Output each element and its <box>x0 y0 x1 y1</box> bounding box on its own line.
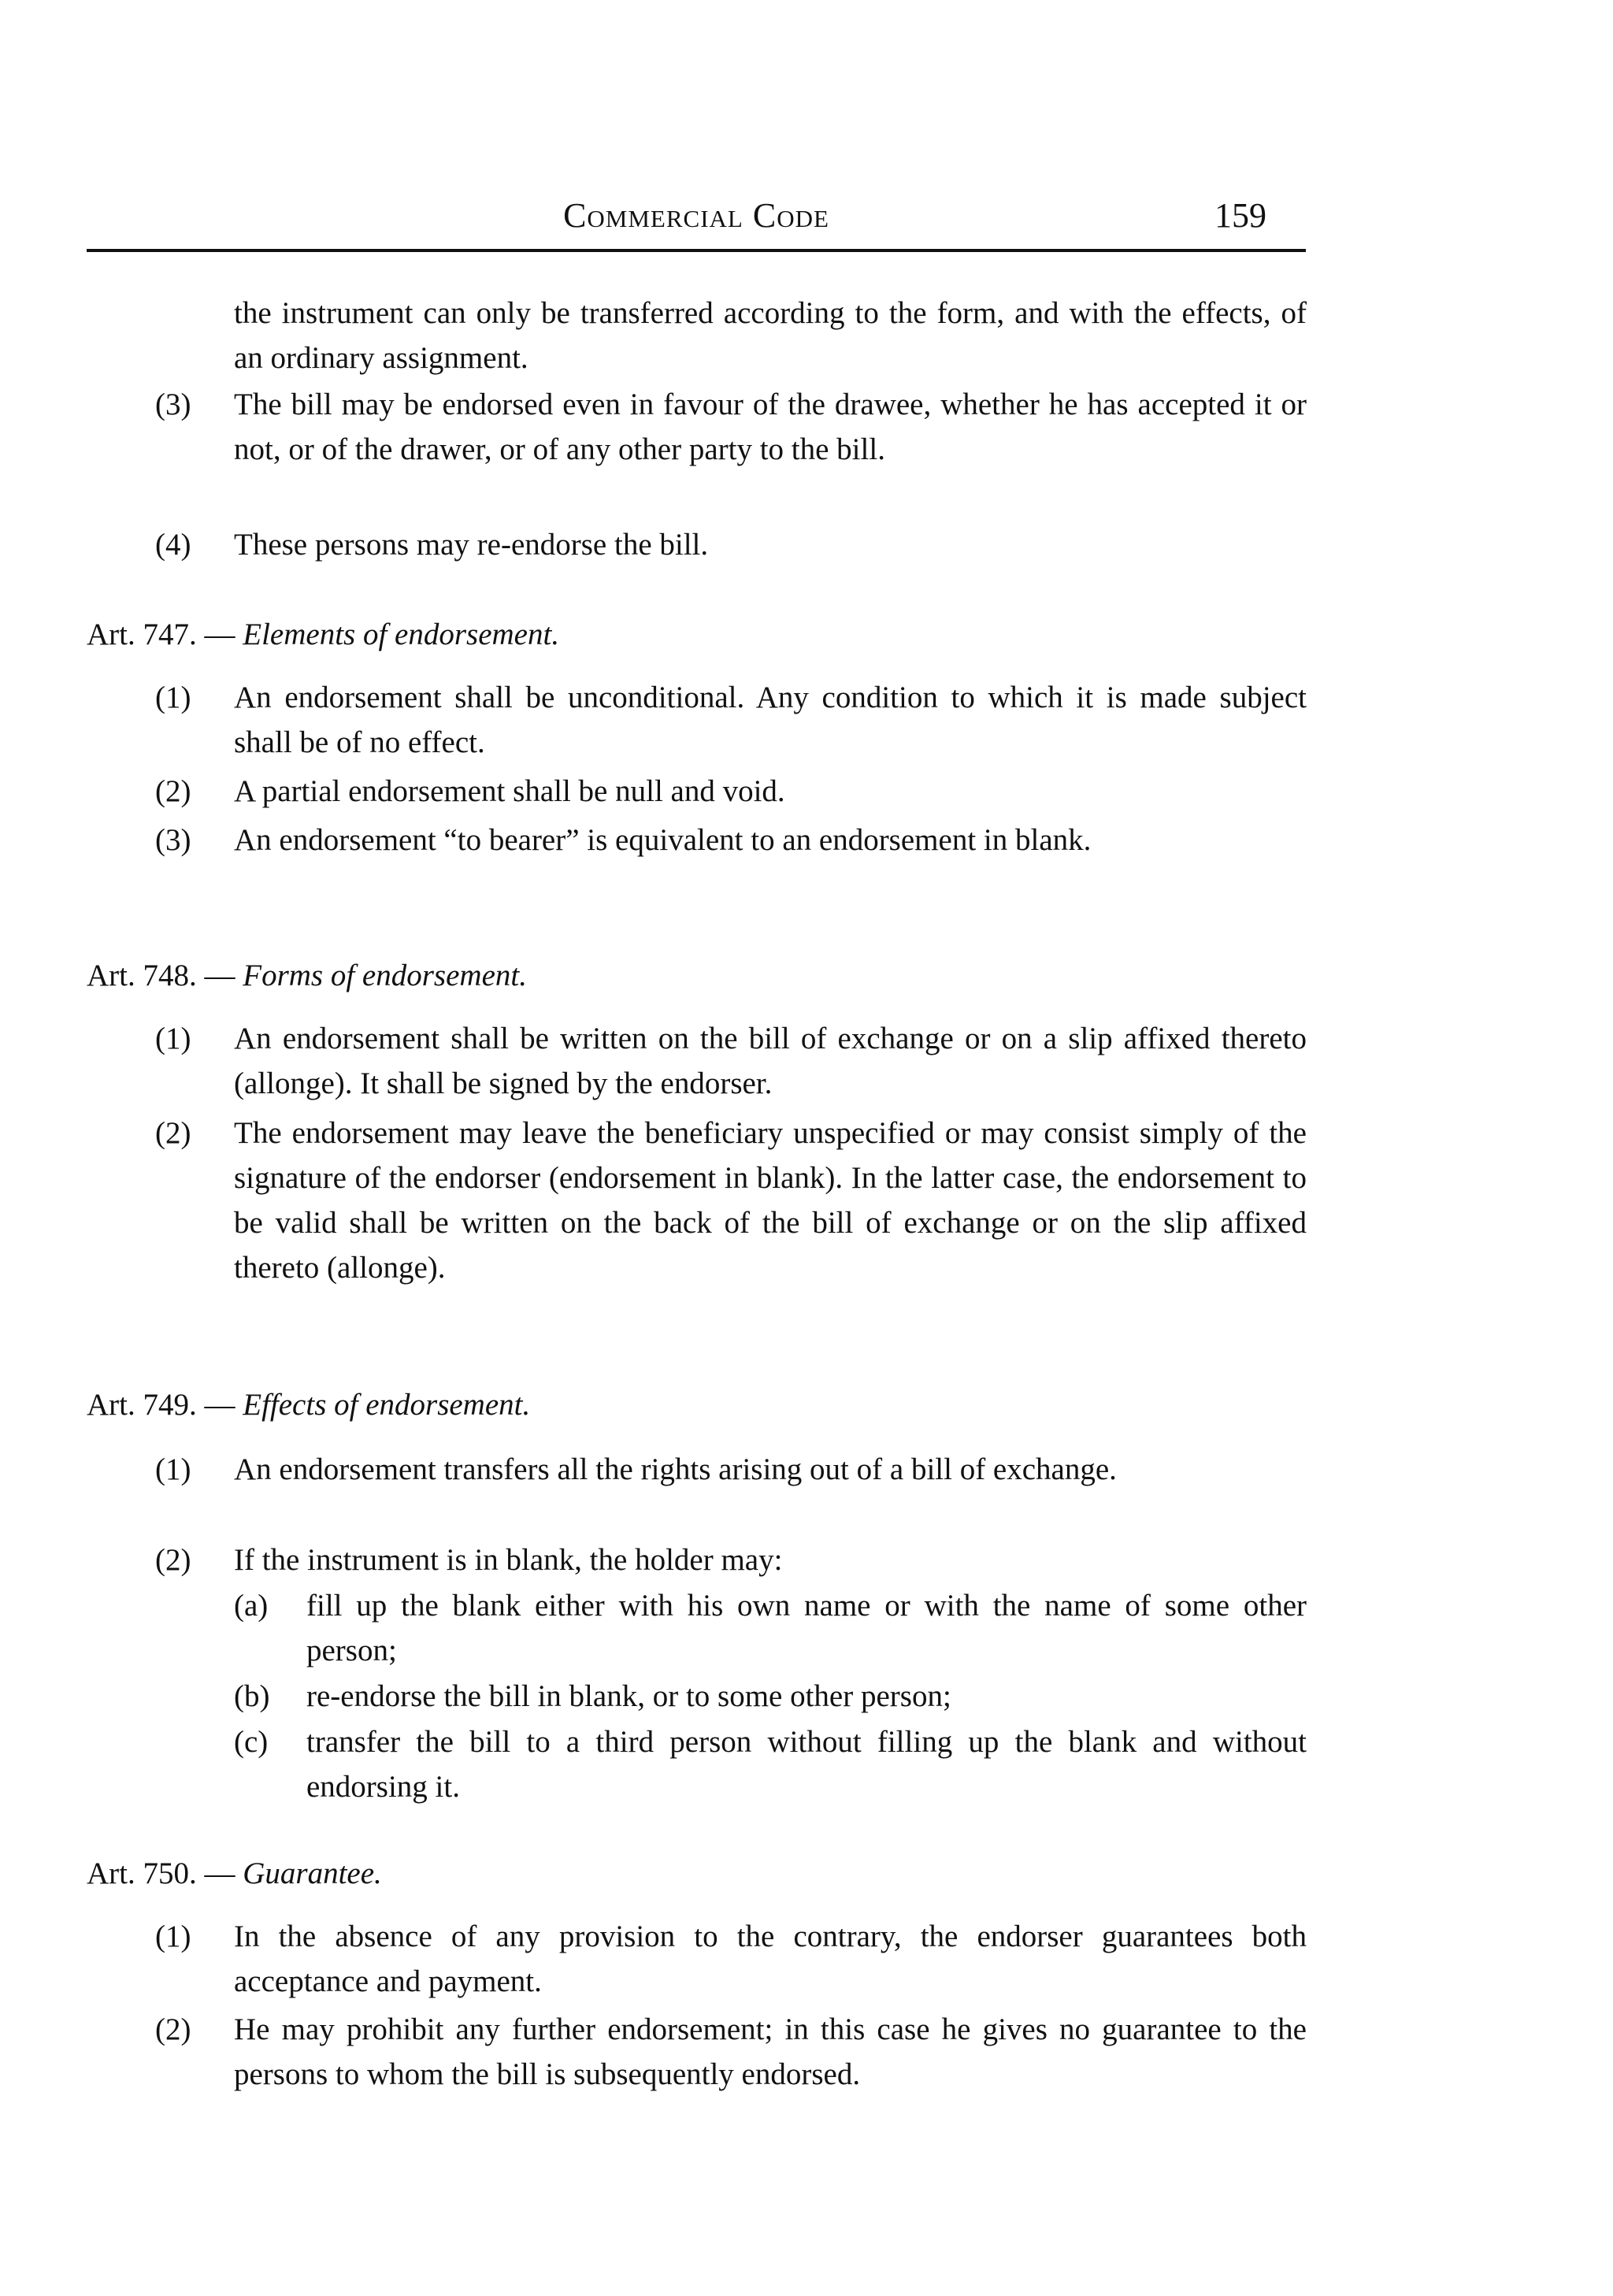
paragraph-text: In the absence of any provision to the contrary, the endorser guarantees both acceptance and payment. <box>234 1920 1307 1998</box>
subparagraph <box>234 1674 1307 1719</box>
paragraph-text: The endorsement may leave the beneficiary unspecified or may consist simply of the signature of the endorser (endorsement in blank). In the latter case, the endorsement to be valid shall be written on the back of the bill of exchange or on the slip affixed thereto (allonge). <box>234 1116 1307 1285</box>
paragraph <box>155 382 1307 472</box>
paragraph-text: An endorsement “to bearer” is equivalent to an endorsement in blank. <box>234 823 1092 857</box>
paragraph <box>155 1537 1307 1582</box>
paragraph-number: (1) <box>155 1452 191 1486</box>
article-heading <box>87 953 1306 998</box>
running-header-title: Commercial Code <box>563 196 829 235</box>
paragraph <box>155 1914 1307 2004</box>
article-heading <box>87 1851 1306 1896</box>
paragraph-number: (2) <box>155 2012 191 2046</box>
paragraph <box>155 1016 1307 1106</box>
paragraph-number: (4) <box>155 528 191 562</box>
article-title: Effects of endorsement. <box>243 1388 531 1422</box>
paragraph-text: These persons may re-endorse the bill. <box>234 528 709 562</box>
article-title: Forms of endorsement. <box>243 959 527 992</box>
subparagraph <box>234 1583 1307 1673</box>
paragraph-number: (2) <box>155 774 191 808</box>
paragraph <box>155 2007 1307 2097</box>
subparagraph-letter: (c) <box>234 1725 269 1759</box>
paragraph-text: If the instrument is in blank, the holder may: <box>234 1543 783 1577</box>
subparagraph-text: transfer the bill to a third person without filling up the blank and without endorsing it. <box>306 1725 1307 1804</box>
page-number: 159 <box>1214 196 1266 235</box>
paragraph-number: (3) <box>155 388 191 421</box>
paragraph-text: An endorsement shall be unconditional. Any condition to which it is made subject shall be of no effect. <box>234 681 1307 759</box>
paragraph-number: (1) <box>155 681 191 714</box>
paragraph-number: (3) <box>155 823 191 857</box>
paragraph <box>155 1111 1307 1290</box>
subparagraph-letter: (a) <box>234 1589 269 1623</box>
paragraph-number: (2) <box>155 1543 191 1577</box>
paragraph-number: (1) <box>155 1022 191 1055</box>
paragraph-text: He may prohibit any further endorsement; in this case he gives no guarantee to the persons to whom the bill is subsequently endorsed. <box>234 2012 1307 2091</box>
paragraph <box>155 675 1307 765</box>
article-heading <box>87 612 1306 657</box>
subparagraph-text: re-endorse the bill in blank, or to some other person; <box>306 1679 951 1713</box>
subparagraph <box>234 1719 1307 1809</box>
article-label: Art. 749. — <box>87 1388 235 1422</box>
article-heading <box>87 1382 1306 1427</box>
header-rule <box>87 249 1306 252</box>
subparagraph-letter: (b) <box>234 1679 270 1713</box>
paragraph <box>155 1447 1307 1492</box>
article-label: Art. 750. — <box>87 1856 235 1890</box>
paragraph-number: (2) <box>155 1116 191 1150</box>
article-title: Guarantee. <box>243 1856 382 1890</box>
article-label: Art. 748. — <box>87 959 235 992</box>
paragraph-number: (1) <box>155 1920 191 1953</box>
running-header <box>87 192 1306 247</box>
subparagraph-text: fill up the blank either with his own name or with the name of some other person; <box>306 1589 1307 1667</box>
paragraph <box>155 522 1307 567</box>
continuation-text: the instrument can only be transferred according to the form, and with the effects, of an ordinary assignment. <box>234 296 1307 375</box>
paragraph-text: The bill may be endorsed even in favour of the drawee, whether he has accepted it or not, or of the drawer, or of any other party to the bill. <box>234 388 1307 466</box>
paragraph <box>155 769 1307 814</box>
paragraph-text: An endorsement shall be written on the bill of exchange or on a slip affixed thereto (allonge). It shall be signed by the endorser. <box>234 1022 1307 1100</box>
paragraph <box>155 818 1307 862</box>
article-label: Art. 747. — <box>87 618 235 651</box>
article-title: Elements of endorsement. <box>243 618 560 651</box>
paragraph-text: A partial endorsement shall be null and void. <box>234 774 785 808</box>
paragraph-text: An endorsement transfers all the rights arising out of a bill of exchange. <box>234 1452 1117 1486</box>
